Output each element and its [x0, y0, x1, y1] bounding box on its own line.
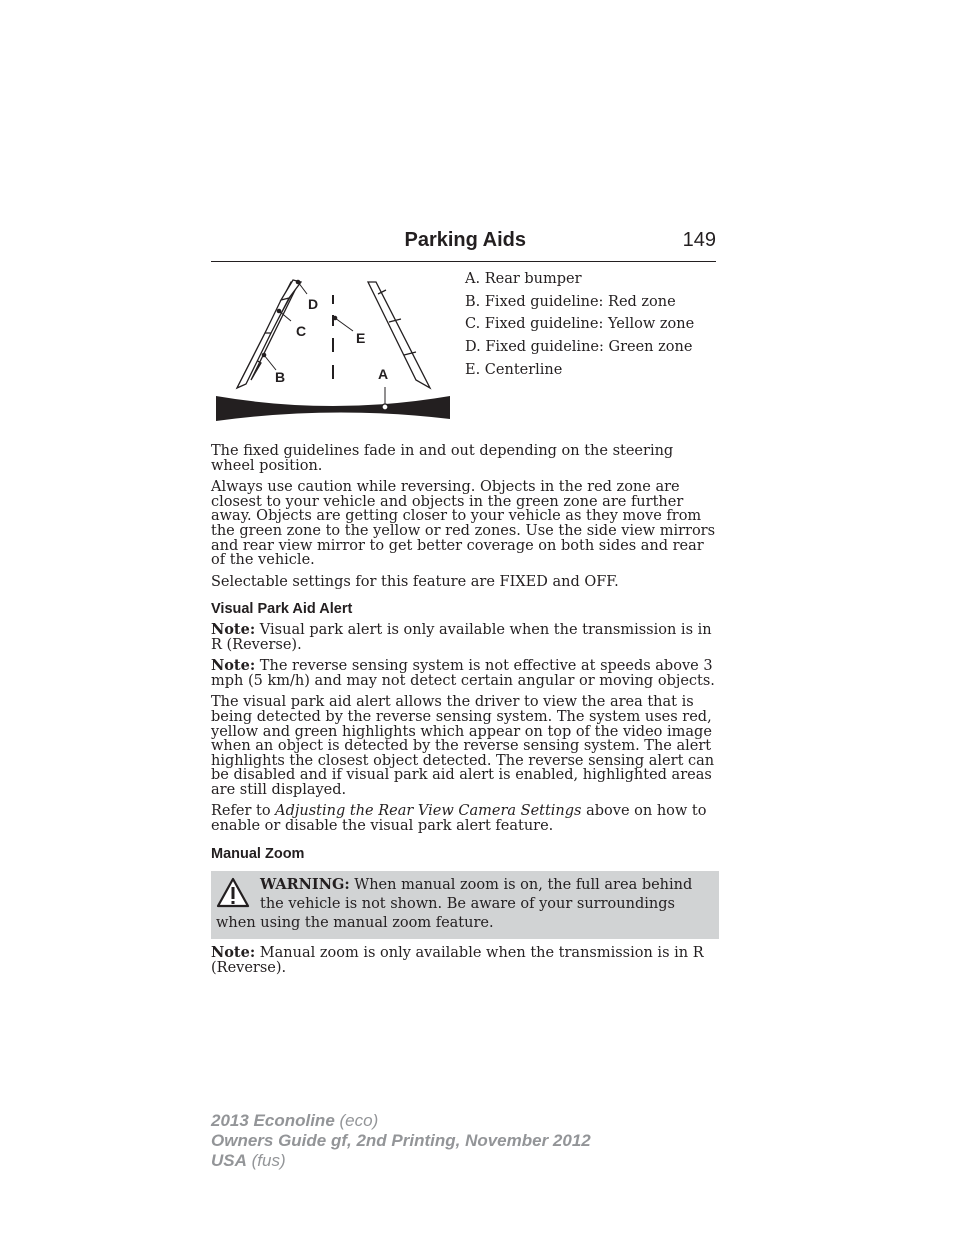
section-heading: Visual Park Aid Alert	[211, 601, 353, 618]
note	[211, 659, 719, 688]
legend-item: B. Fixed guideline: Red zone	[465, 293, 676, 310]
label-b: B	[275, 369, 286, 385]
footer-model-code: (eco)	[334, 1111, 379, 1130]
warning-text: When manual zoom is on, the full area behind the vehicle is not shown. Be aware of your surroundings when using the manual zoom feature.	[216, 877, 693, 932]
paragraph: The fixed guidelines fade in and out depending on the steering wheel position.	[211, 443, 674, 474]
diagram-legend	[465, 268, 694, 382]
paragraph: Always use caution while reversing. Objects in the red zone are closest to your vehicle and objects in the green zone are further away. Objects are getting closer to your vehicle as they move from the green zone to the yellow or red zones. Use the side view mirrors and rear view mirror to get better coverage on both sides and rear of the vehicle.	[211, 479, 716, 569]
paragraph	[211, 804, 719, 833]
legend-item: E. Centerline	[465, 361, 563, 378]
label-e: E	[356, 330, 366, 346]
warning-label: WARNING:	[260, 876, 350, 894]
text-run: above on how to enable or disable the visual park alert feature.	[211, 803, 707, 835]
rear-bumper	[216, 396, 450, 421]
page-footer	[211, 1111, 591, 1171]
label-d: D	[308, 296, 319, 312]
note	[211, 946, 719, 975]
footer-market: USA	[211, 1151, 247, 1170]
section-heading: Manual Zoom	[211, 845, 305, 862]
label-a: A	[378, 366, 389, 382]
rear-camera-guideline-diagram	[211, 270, 456, 428]
note-label: Note:	[211, 657, 256, 675]
label-c: C	[296, 323, 307, 339]
footer-model: 2013 Econoline	[211, 1111, 335, 1130]
text-run: Refer to	[211, 803, 276, 820]
note-text: The reverse sensing system is not effective at speeds above 3 mph (5 km/h) and may not detect certain angular or moving objects.	[211, 658, 715, 689]
note-label: Note:	[211, 944, 256, 962]
paragraph: The visual park aid alert allows the driver to view the area that is being detected by the reverse sensing system. The system uses red, yellow and green highlights which appear on top of the video image when an object is detected by the reverse sensing system. The alert highlights the closest object detected. The reverse sensing alert can be disabled and if visual park aid alert is enabled, highlighted areas are still displayed.	[211, 694, 715, 798]
note-text: Visual park alert is only available when the transmission is in R (Reverse).	[211, 621, 712, 653]
warning-box	[211, 871, 719, 939]
legend-item: C. Fixed guideline: Yellow zone	[465, 316, 695, 333]
paragraph: Selectable settings for this feature are FIXED and OFF.	[211, 573, 619, 590]
page-header	[211, 229, 716, 262]
note-label: Note:	[211, 620, 256, 638]
legend-item: D. Fixed guideline: Green zone	[465, 339, 693, 356]
body-text	[211, 444, 719, 982]
legend-item: A. Rear bumper	[465, 271, 582, 287]
warning-triangle-icon	[216, 877, 250, 909]
note	[211, 620, 719, 653]
footer-market-code: (fus)	[246, 1151, 286, 1170]
note-text: Manual zoom is only available when the transmission is in R (Reverse).	[211, 945, 704, 976]
cross-reference: Adjusting the Rear View Camera Settings	[275, 803, 582, 820]
section-title: Parking Aids	[404, 229, 526, 251]
footer-guide: Owners Guide gf, 2nd Printing, November 2012	[211, 1131, 591, 1150]
page-number: 149	[682, 229, 716, 251]
